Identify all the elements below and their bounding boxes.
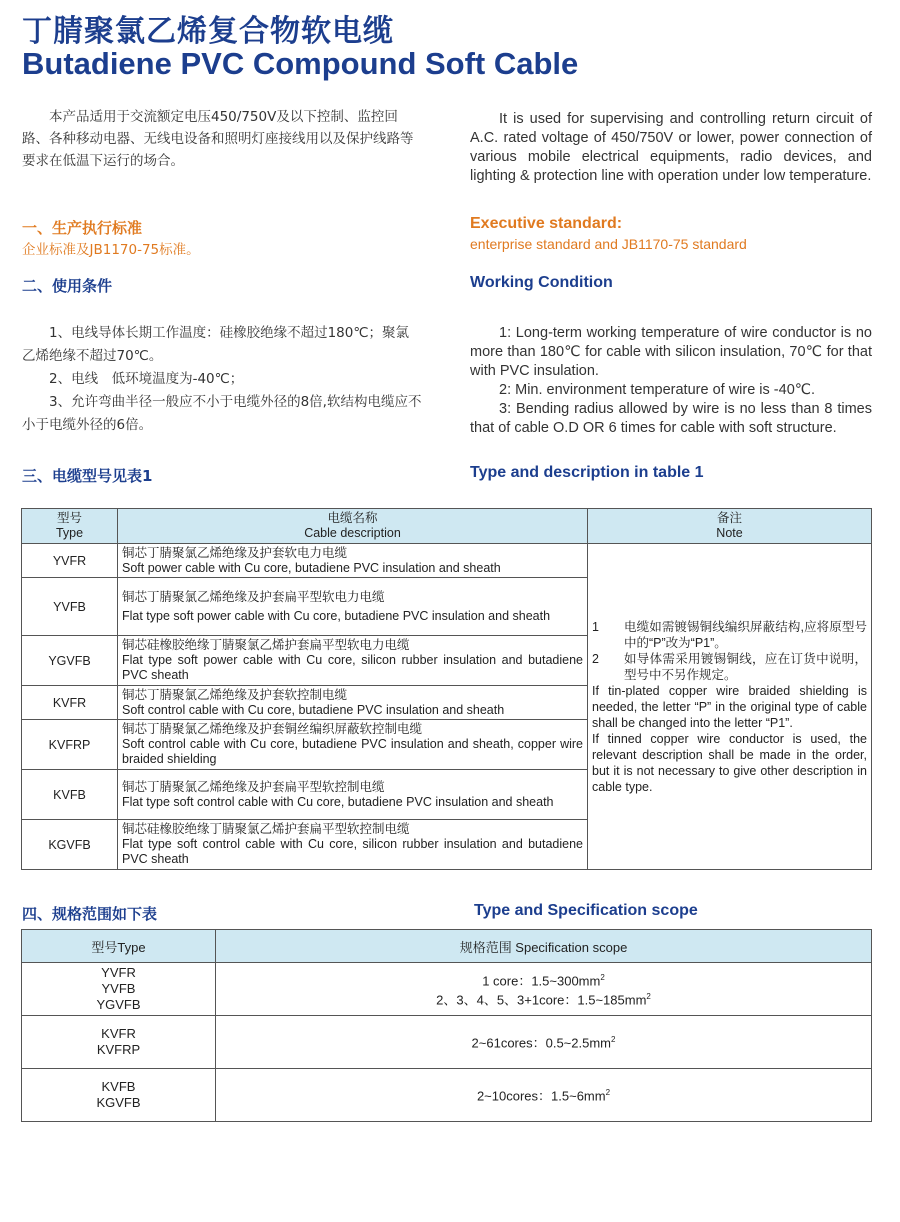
section1-heading-cn: 一、生产执行标准 [22,219,143,237]
type-cell: YVFR YVFB YGVFB [22,963,216,1016]
page-title-en: Butadiene PVC Compound Soft Cable [22,46,579,81]
type-cell: KVFRP [22,720,118,770]
condition-en-2: 2: Min. environment temperature of wire is -40℃. [499,382,816,398]
section3-heading-en: Type and description in table 1 [470,464,704,481]
type-cell: YVFB [22,578,118,636]
specification-table [21,929,872,1122]
condition-cn-2: 2、电线 低环境温度为-40℃； [49,371,244,387]
section2-heading-cn: 二、使用条件 [22,277,113,295]
type-cell: YGVFB [22,636,118,686]
note-cell [588,544,872,870]
type-cell: KVFR [22,686,118,720]
description-cell: 铜芯丁腈聚氯乙烯绝缘及护套软电力电缆 Soft power cable with Cu core, butadiene PVC insulation and sheath [118,544,588,578]
page-title-cn: 丁腈聚氯乙烯复合物软电缆 [22,14,394,49]
table-row [22,963,872,1016]
note-en-2: If tinned copper wire conductor is used, the relevant description shall be made in the order, but it is not necessary to give other description in cable type. [592,731,867,794]
description-cell: 铜芯丁腈聚氯乙烯绝缘及护套铜丝编织屏蔽软控制电缆 Soft control cable with Cu core, butadiene PVC insulation and sheath, copper wire braided shielding [118,720,588,770]
description-cell: 铜芯丁腈聚氯乙烯绝缘及护套扁平型软控制电缆 Flat type soft control cable with Cu core, butadiene PVC insulation and sheath [118,770,588,820]
type-cell: KVFR KVFRP [22,1016,216,1069]
table-row [22,1016,872,1069]
type-cell: YVFR [22,544,118,578]
condition-cn-1: 1、电线导体长期工作温度：硅橡胶绝缘不超过180℃；聚氯乙烯绝缘不超过70℃。 [22,325,410,364]
condition-en-3: 3: Bending radius allowed by wire is no less than 8 times that of cable O.D OR 6 times for cable with soft structure. [470,401,872,436]
conditions-cn [22,322,422,437]
section4-heading-en: Type and Specification scope [474,902,698,919]
header-description: 电缆名称 Cable description [118,509,588,544]
table-header-row [22,509,872,544]
intro-cn: 本产品适用于交流额定电压450/750V及以下控制、监控回路、各种移动电器、无线电设备和照明灯座接线用以及保护线路等要求在低温下运行的场合。 [22,109,414,169]
conditions-en [470,324,872,438]
description-cell: 铜芯丁腈聚氯乙烯绝缘及护套软控制电缆 Soft control cable with Cu core, butadiene PVC insulation and sheath [118,686,588,720]
scope-cell: 1 core：$1.5\sim 300mm^2$ 2、3、4、5、3+1core：$1.5\sim 185mm^2$ [216,963,872,1016]
section1-body-cn: 企业标准及JB1170-75标准。 [22,242,200,258]
type-cell: KVFB KGVFB [22,1069,216,1122]
section1-body-en: enterprise standard and JB1170-75 standard [470,236,747,252]
scope-cell: 2~10cores：$1.5\sim 6mm^2$ [216,1069,872,1122]
description-cell: 铜芯硅橡胶绝缘丁腈聚氯乙烯护套扁平型软电力电缆 Flat type soft power cable with Cu core, silicon rubber insulation and butadiene PVC sheath [118,636,588,686]
header-type: 型号Type [22,930,216,963]
section3-heading-cn: 三、电缆型号见表1 [22,467,153,485]
note-en-1: If tin-plated copper wire braided shielding is needed, the letter “P” in the original type of cable shall be changed into the letter “P1”. [592,683,867,730]
section1-heading-en: Executive standard: [470,215,623,232]
section2-heading-en: Working Condition [470,274,613,291]
table-row [22,1069,872,1122]
type-cell: KVFB [22,770,118,820]
type-cell: KGVFB [22,820,118,870]
note-cn-2: 2 如导体需采用镀锡铜线，应在订货中说明，型号中不另作规定。 [592,651,867,682]
condition-en-1: 1: Long-term working temperature of wire conductor is no more than 180℃ for cable with silicon insulation, 70℃ for that with PVC insulation. [470,325,872,379]
description-cell: 铜芯硅橡胶绝缘丁腈聚氯乙烯护套扁平型软控制电缆 Flat type soft control cable with Cu core, silicon rubber insulation and butadiene PVC sheath [118,820,588,870]
header-scope: 规格范围 Specification scope [216,930,872,963]
intro-en: It is used for supervising and controlling return circuit of A.C. rated voltage of 450/750V or lower, power connection of various mobile electrical equipments, radio devices, and lighting & protection line with operation under low temperature. [470,111,872,184]
condition-cn-3: 3、允许弯曲半径一般应不小于电缆外径的8倍,软结构电缆应不小于电缆外径的6倍。 [22,394,422,433]
description-cell: 铜芯丁腈聚氯乙烯绝缘及护套扁平型软电力电缆 Flat type soft power cable with Cu core, butadiene PVC insulation and sheath [118,578,588,636]
header-note: 备注 Note [588,509,872,544]
scope-cell: 2~61cores：$0.5\sim 2.5mm^2$ [216,1016,872,1069]
header-type: 型号 Type [22,509,118,544]
section4-heading-cn: 四、规格范围如下表 [22,905,158,923]
note-cn-1: 1 电缆如需镀锡铜线编织屏蔽结构,应将原型号中的“P”改为“P1”。 [592,619,867,650]
table-row [22,544,872,578]
cable-type-table [21,508,872,870]
table-header-row [22,930,872,963]
